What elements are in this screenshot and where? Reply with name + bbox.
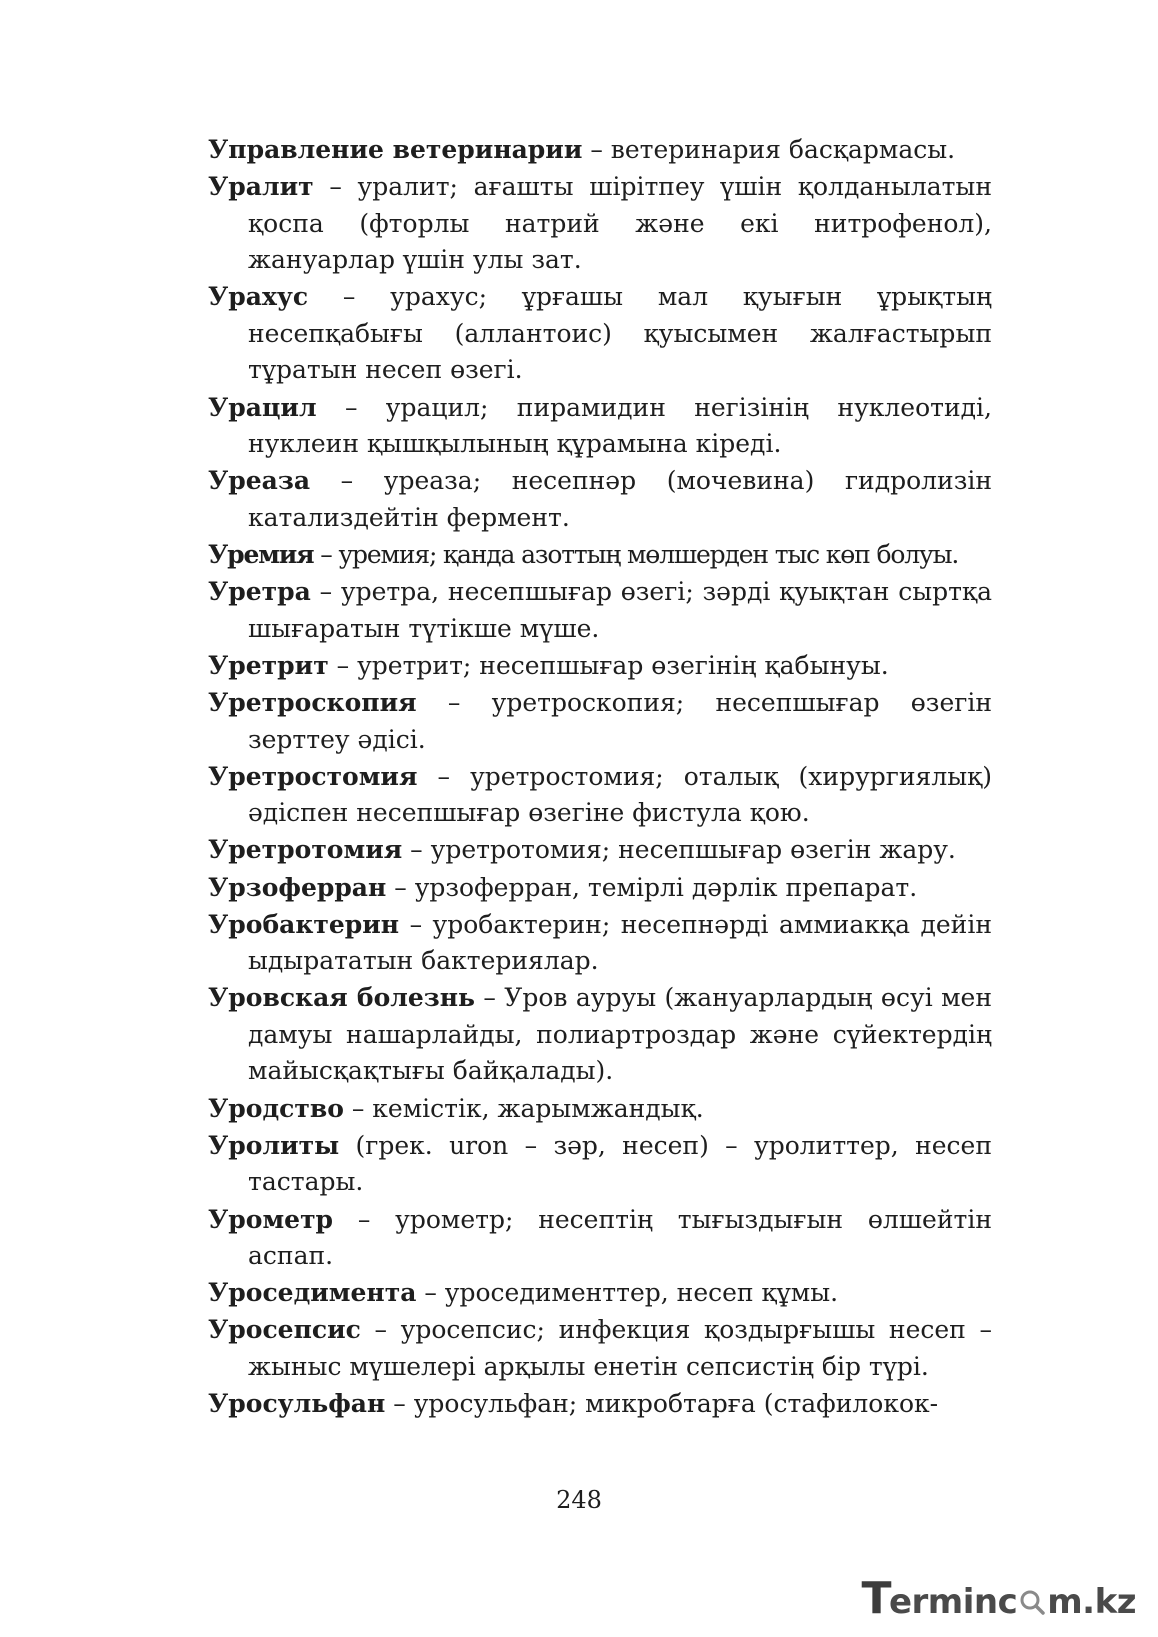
entry-term: Урометр bbox=[208, 1204, 334, 1234]
dictionary-entry bbox=[208, 1091, 992, 1128]
dictionary-entry bbox=[208, 537, 992, 574]
entry-term: Уралит bbox=[208, 172, 314, 202]
dictionary-entry bbox=[208, 980, 992, 1090]
dictionary-entry bbox=[208, 1312, 992, 1385]
watermark-letter-t: T bbox=[861, 1573, 891, 1624]
entry-term: Уретрит bbox=[208, 650, 329, 680]
entry-term: Урзоферран bbox=[208, 872, 387, 902]
entry-term: Уроседимента bbox=[208, 1278, 417, 1308]
dictionary-entry bbox=[208, 1128, 992, 1201]
entry-definition: – уреаза; несепнәр (мочевина) гидролизін катализдейтін фермент. bbox=[248, 466, 992, 532]
watermark-text-part2: m.kz bbox=[1047, 1582, 1136, 1622]
entry-definition: – уросепсис; инфекция қоздырғышы несеп – жыныс мүшелері арқылы енетін сепсистің бір түрі. bbox=[248, 1315, 992, 1381]
dictionary-entry bbox=[208, 648, 992, 685]
entry-definition: – уралит; ағашты шірітпеу үшін қолданылатын қоспа (фторлы натрий және екі нитрофенол), жануарлар үшін улы зат. bbox=[248, 172, 992, 275]
dictionary-entry bbox=[208, 1202, 992, 1275]
termincom-watermark-logo bbox=[861, 1573, 1136, 1624]
entry-term: Уросепсис bbox=[208, 1315, 361, 1345]
dictionary-entry bbox=[208, 279, 992, 389]
entry-definition: – уремия; қанда азоттың мөлшерден тыс көп болуы. bbox=[313, 539, 959, 569]
dictionary-entry bbox=[208, 907, 992, 980]
entry-definition: – Уров ауруы (жануарлардың өсуі мен дамуы нашарлайды, полиартроздар және сүйектердің майысқақтығы байқалады). bbox=[248, 983, 992, 1086]
entry-definition: – кемістік, жарымжандық. bbox=[343, 1093, 704, 1123]
entry-term: Уролиты bbox=[208, 1130, 340, 1160]
entry-definition: – урацил; пирамидин негізінің нуклеотиді, нуклеин қышқылының құрамына кіреді. bbox=[248, 392, 992, 459]
page-number: 248 bbox=[556, 1486, 602, 1514]
entry-term: Управление ветеринарии bbox=[208, 135, 583, 164]
entry-term: Уретроскопия bbox=[208, 688, 417, 717]
entry-definition: – уретростомия; оталық (хирургиялық) әдіспен несепшығар өзегіне фистула қою. bbox=[248, 761, 992, 828]
entry-term: Уретростомия bbox=[208, 761, 418, 791]
dictionary-page bbox=[208, 132, 992, 1423]
watermark-text-part1: erminc bbox=[888, 1582, 1018, 1622]
dictionary-entry bbox=[208, 1386, 992, 1423]
entry-term: Уреаза bbox=[208, 466, 311, 496]
dictionary-entry bbox=[208, 685, 992, 758]
dictionary-entry bbox=[208, 870, 992, 907]
entry-term: Уробактерин bbox=[208, 909, 400, 939]
entry-definition: – урометр; несептің тығыздығын өлшейтін аспап. bbox=[248, 1204, 992, 1270]
dictionary-entry bbox=[208, 169, 992, 279]
entry-term: Уретра bbox=[208, 577, 311, 607]
entry-definition: – уретрит; несепшығар өзегінің қабынуы. bbox=[328, 650, 889, 680]
entry-definition: – урзоферран, темірлі дәрлік препарат. bbox=[386, 872, 918, 902]
entry-definition: (грек. uron – зәр, несеп) – уролиттер, несеп тастары. bbox=[248, 1130, 992, 1197]
entry-definition: – уретроскопия; несепшығар өзегін зерттеу әдісі. bbox=[248, 688, 992, 754]
entry-term: Уремия bbox=[208, 539, 314, 569]
entry-definition: – уретра, несепшығар өзегі; зәрді қуықтан сыртқа шығаратын түтікше мүше. bbox=[248, 577, 992, 643]
dictionary-entry bbox=[208, 759, 992, 832]
magnifier-icon bbox=[1019, 1591, 1045, 1613]
dictionary-entry bbox=[208, 390, 992, 463]
entry-definition: – ветеринария басқармасы. bbox=[582, 135, 956, 164]
entry-definition: – уроседименттер, несеп құмы. bbox=[416, 1278, 839, 1308]
entry-term: Уретротомия bbox=[208, 835, 403, 865]
dictionary-entry bbox=[208, 574, 992, 647]
entry-definition: – урахус; ұрғашы мал қуығын ұрықтың несепқабығы (аллантоис) қуысымен жалғастырып тұратын несеп өзегі. bbox=[248, 282, 992, 385]
entry-term: Урацил bbox=[208, 392, 317, 422]
dictionary-entry bbox=[208, 132, 992, 169]
entry-term: Урахус bbox=[208, 282, 309, 312]
entry-term: Уросульфан bbox=[208, 1389, 386, 1419]
entry-term: Уродство bbox=[208, 1093, 344, 1123]
dictionary-entry bbox=[208, 463, 992, 536]
entry-definition: – уретротомия; несепшығар өзегін жару. bbox=[402, 835, 956, 865]
dictionary-entry bbox=[208, 832, 992, 869]
entry-term: Уровская болезнь bbox=[208, 983, 476, 1013]
dictionary-entry bbox=[208, 1275, 992, 1312]
entry-definition: – уросульфан; микробтарға (стафилокок- bbox=[385, 1389, 939, 1419]
entry-definition: – уробактерин; несепнәрді аммиакқа дейін ыдырататын бактериялар. bbox=[248, 909, 992, 976]
